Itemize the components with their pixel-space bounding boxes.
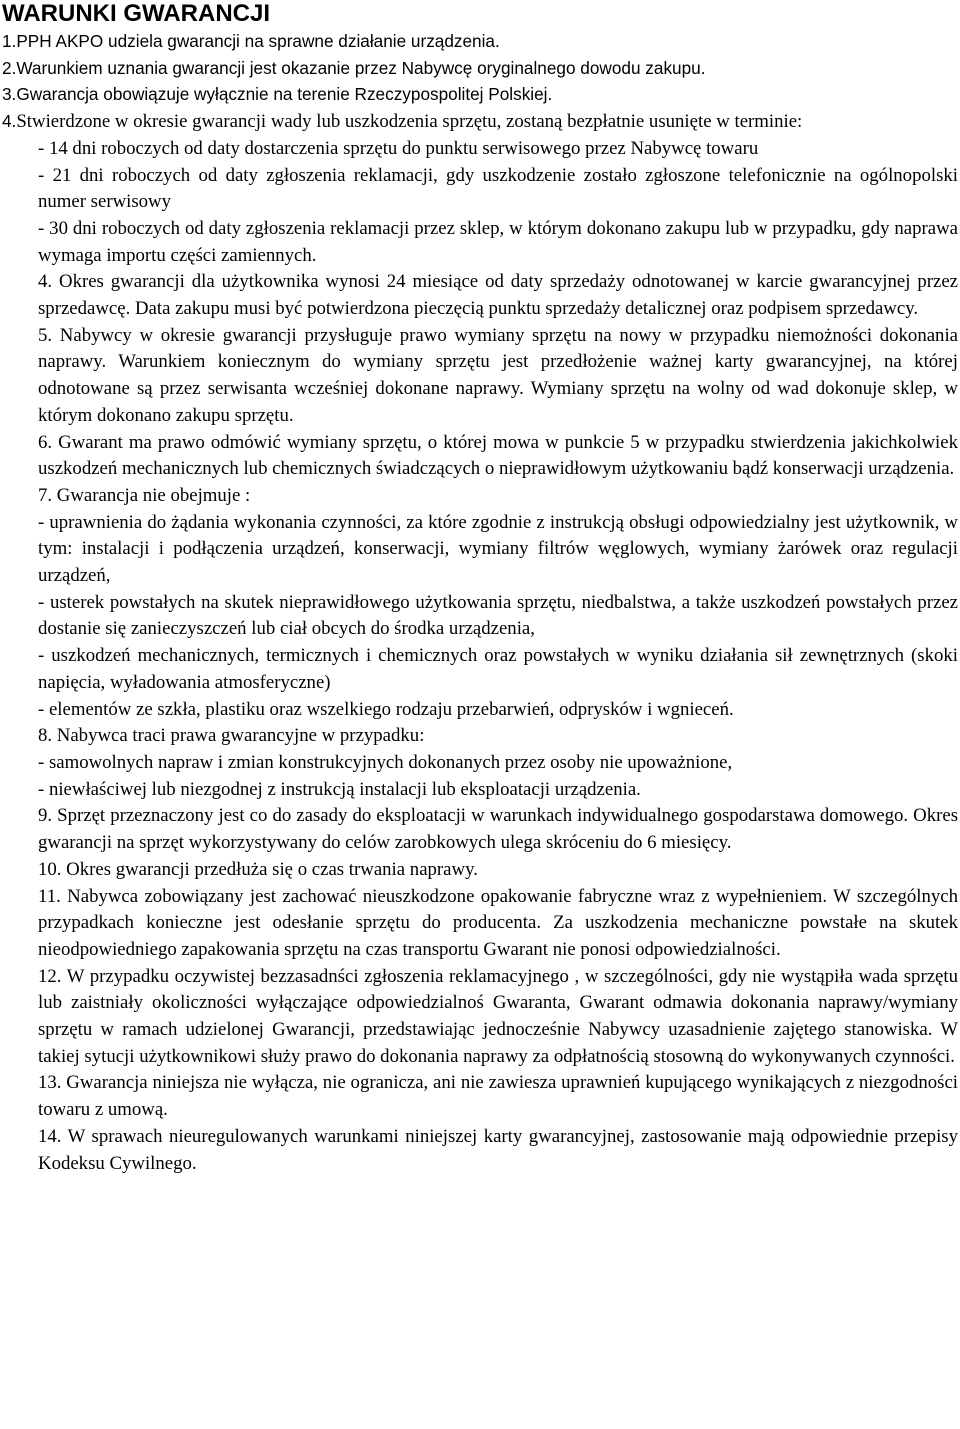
term-30-days: - 30 dni roboczych od daty zgłoszenia reklamacji przez sklep, w którym dokonano zakupu lub w przypadku, gdy naprawa wymaga importu części zamiennych. <box>38 217 958 266</box>
loss-improper-installation: - niewłaściwej lub niezgodnej z instrukcją instalacji lub eksploatacji urządzenia. <box>38 778 641 800</box>
exclusion-damage: - uszkodzeń mechanicznych, termicznych i chemicznych oraz powstałych w wyniku działania sił zewnętrznych (skoki napięcia, wyładowania atmosferyczne) <box>38 645 958 693</box>
clause-7: 7. Gwarancja nie obejmuje : <box>38 484 251 506</box>
clause-6: 6. Gwarant ma prawo odmówić wymiany sprzętu, o której mowa w punkcie 5 w przypadku stwierdzenia jakichkolwiek uszkodzeń mechanicznych lub chemicznych świadczących o nieprawidłowym użytkowaniu bądź konserwacji urządzenia. <box>38 431 958 480</box>
clause-2: 2.Warunkiem uznania gwarancji jest okazanie przez Nabywcę oryginalnego dowodu zakupu. <box>2 57 706 78</box>
clause-3: 3.Gwarancja obowiązuje wyłącznie na terenie Rzeczypospolitej Polskiej. <box>2 84 553 105</box>
exclusion-user-tasks: - uprawnienia do żądania wykonania czynności, za które zgodnie z instrukcją obsługi odpowiedzialny jest użytkownik, w tym: instalacji i podłączenia urządzeń, konserwacji, wymiany filtrów węglowych, wymiany żarówek oraz regulacji urządzeń, <box>38 511 958 587</box>
term-14-days: - 14 dni roboczych od daty dostarczenia sprzętu do punktu serwisowego przez Nabywcę towaru <box>38 137 759 159</box>
document-title: WARUNKI GWARANCJI <box>2 0 270 27</box>
clause-4-text: Stwierdzone w okresie gwarancji wady lub uszkodzenia sprzętu, zostaną bezpłatnie usunięte w terminie: <box>16 111 803 133</box>
exclusion-materials: - elementów ze szkła, plastiku oraz wszelkiego rodzaju przebarwień, odprysków i wgnieceń. <box>38 698 734 720</box>
clause-10: 10. Okres gwarancji przedłuża się o czas trwania naprawy. <box>38 858 478 880</box>
loss-unauthorized-repairs: - samowolnych napraw i zmian konstrukcyjnych dokonanych przez osoby nie upoważnione, <box>38 751 733 773</box>
clause-4-period: 4. Okres gwarancji dla użytkownika wynosi 24 miesiące od daty sprzedaży odnotowanej w karcie gwarancyjnej przez sprzedawcę. Data zakupu musi być potwierdzona pieczęcią punktu sprzedaży detalicznej oraz podpisem sprzedawcy. <box>38 271 958 320</box>
document-body <box>2 108 958 1177</box>
clause-5: 5. Nabywcy w okresie gwarancji przysługuje prawo wymiany sprzętu na nowy w przypadku niemożności dokonania naprawy. Warunkiem koniecznym do wymiany sprzętu jest przedłożenie ważnej karty gwarancyjnej, na której odnotowane są przez serwisanta wcześniej dokonane naprawy. Wymiany sprzętu na wolny od wad dokonuje sklep, w którym dokonano zakupu sprzętu. <box>38 324 958 426</box>
clause-4-intro <box>2 108 958 136</box>
clause-14: 14. W sprawach nieuregulowanych warunkami niniejszej karty gwarancyjnej, zastosowanie mają odpowiednie przepisy Kodeksu Cywilnego. <box>38 1125 958 1174</box>
term-21-days: - 21 dni roboczych od daty zgłoszenia reklamacji, gdy uszkodzenie zostało zgłoszone telefonicznie na ogólnopolski numer serwisowy <box>38 164 958 213</box>
clause-1: 1.PPH AKPO udziela gwarancji na sprawne działanie urządzenia. <box>2 31 500 51</box>
clause-9: 9. Sprzęt przeznaczony jest co do zasady do eksploatacji w warunkach indywidualnego gospodarstawa domowego. Okres gwarancji na sprzęt wykorzystywany do celów zarobkowych ulega skróceniu do 6 miesięcy. <box>38 805 958 854</box>
clause-12: 12. W przypadku oczywistej bezzasadnści zgłoszenia reklamacyjnego , w szczególności, gdy nie wystąpiła wada sprzętu lub zaistniały okoliczności wyłączające odpowiedzialnoś Gwaranta, Gwarant odmawia dokonania naprawy/wymiany sprzętu w ramach udzielonej Gwarancji, przedstawiając jednocześnie Nabywcy uzasadnienie zajętego stanowiska. W takiej sytucji użytkownikowi służy prawo do dokonania naprawy za odpłatnością stosowną do wykonywanych czynności. <box>38 965 958 1067</box>
exclusion-misuse: - usterek powstałych na skutek nieprawidłowego użytkowania sprzętu, niedbalstwa, a także uszkodzeń powstałych przez dostanie się zanieczyszczeń lub ciał obcych do środka urządzenia, <box>38 591 958 640</box>
clause-11: 11. Nabywca zobowiązany jest zachować nieuszkodzone opakowanie fabryczne wraz z wypełnieniem. W szczególnych przypadkach konieczne jest odesłanie sprzętu do producenta. Za uszkodzenia mechaniczne powstałe na skutek nieodpowiedniego zapakowania sprzętu na czas transportu Gwarant nie ponosi odpowiedzialności. <box>38 885 958 960</box>
warranty-document <box>2 0 958 1177</box>
clause-8: 8. Nabywca traci prawa gwarancyjne w przypadku: <box>38 725 425 747</box>
clause-13: 13. Gwarancja niniejsza nie wyłącza, nie ogranicza, ani nie zawiesza uprawnień kupującego wynikających z niezgodności towaru z umową. <box>38 1072 958 1121</box>
clause-4-number: 4. <box>2 111 17 132</box>
